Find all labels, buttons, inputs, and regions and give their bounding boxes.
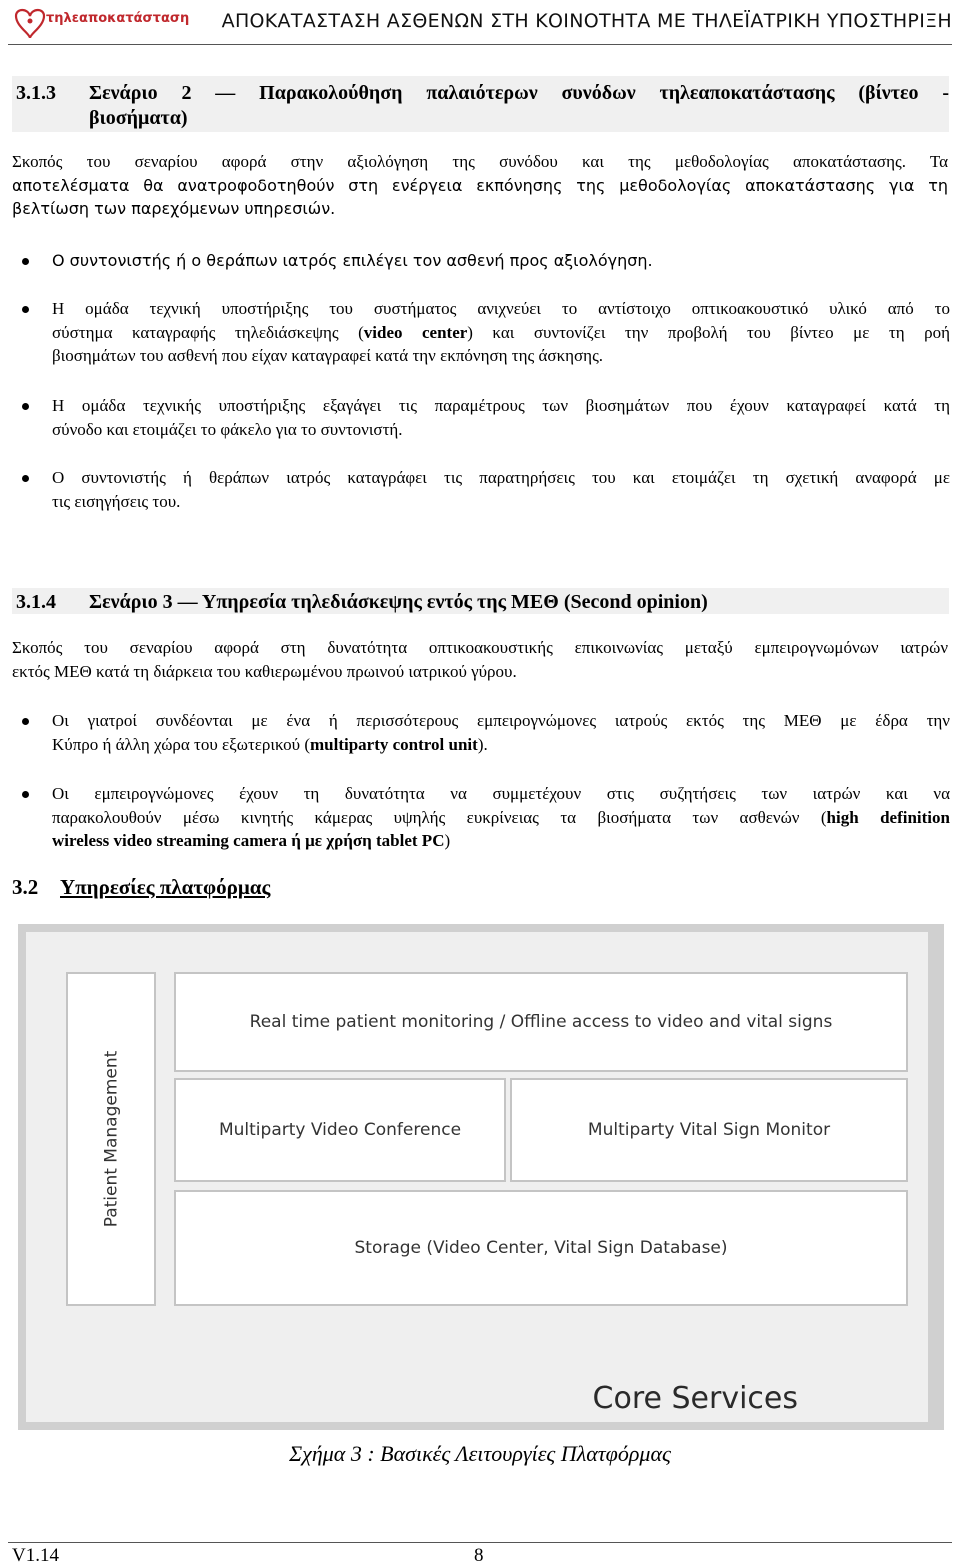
intro-line: βελτίωση των παρεχόμενων υπηρεσιών. <box>12 199 336 218</box>
bullet-text-line: σύστημα καταγραφής τηλεδιάσκεψης (video center) και συντονίζει την προβολή του βίντεο με τη ροή <box>52 322 950 342</box>
figure-caption: Σχήμα 3 : Βασικές Λειτουργίες Πλατφόρμας <box>289 1441 671 1466</box>
section-title-line-1: Σενάριο 2 — Παρακολούθηση παλαιότερων συνόδων τηλεαποκατάστασης (βίντεο - <box>89 82 949 104</box>
bullet-text: σύνοδο και ετοιμάζει το φάκελο για το συντονιστή. <box>52 419 403 439</box>
bullet-text: Οι εμπειρογνώμονες έχουν τη δυνατότητα να συμμετέχουν στις συζητήσεις των ιατρών και να <box>52 784 950 803</box>
section-title: Υπηρεσίες πλατφόρμας <box>60 875 271 899</box>
bullet-icon <box>22 475 29 482</box>
section-number: 3.2 <box>12 875 39 899</box>
bullet-text-line: wireless video streaming camera ή με χρήση tablet PC) <box>52 831 451 850</box>
bullet-text: Ο συντονιστής ή ο θεράπων ιατρός επιλέγει τον ασθενή προς αξιολόγηση. <box>52 251 653 270</box>
bullet-text-line: Κύπρο ή άλλη χώρα του εξωτερικού (multiparty control unit). <box>52 734 488 754</box>
section-number: 3.1.3 <box>16 82 56 104</box>
intro-line: Σκοπός του σεναρίου αφορά στην αξιολόγηση της συνόδου και της μεθοδολογίας αποκατάστασης. Τα <box>12 152 948 171</box>
storage-box <box>174 1190 908 1306</box>
patient-management-box <box>66 972 156 1306</box>
platform-services-diagram <box>18 924 944 1430</box>
bullet-text: Οι γιατροί συνδέονται με ένα ή περισσότερους εμπειρογνώμονες ιατρούς εκτός της ΜΕΘ με έδρα την <box>52 711 950 730</box>
video-conference-label: Multiparty Video Conference <box>218 1120 462 1140</box>
project-logo <box>8 2 190 42</box>
section-3-1-4-heading <box>12 588 949 614</box>
document-running-title: ΑΠΟΚΑΤΑΣΤΑΣΗ ΑΣΘΕΝΩΝ ΣΤΗ ΚΟΙΝΟΤΗΤΑ ΜΕ ΤΗΛΕΪΑΤΡΙΚΗ ΥΠΟΣΤΗΡΙΞΗ <box>221 10 952 32</box>
intro-line: Σκοπός του σεναρίου αφορά στη δυνατότητα οπτικοακουστικής επικοινωνίας μεταξύ εμπειρογνωμόνων ιατρών <box>12 638 948 657</box>
bullet-icon <box>22 306 29 313</box>
core-services-label: Core Services <box>592 1381 798 1416</box>
realtime-monitoring-box <box>174 972 908 1072</box>
section-number: 3.1.4 <box>16 591 56 613</box>
page-header <box>0 0 960 46</box>
vital-sign-monitor-label: Multiparty Vital Sign Monitor <box>587 1120 831 1140</box>
bullet-text-line: παρακολουθούν μέσω κινητής κάμερας υψηλής ευκρίνειας τα βιοσήματα των ασθενών (high definition <box>52 807 950 827</box>
section-3-1-3-intro <box>12 150 948 221</box>
header-divider <box>8 44 952 45</box>
svg-text:τηλεαποκατάσταση: τηλεαποκατάσταση <box>46 11 190 26</box>
bullet-text: βιοσημάτων του ασθενή που είχαν καταγραφεί κατά την εκπόνηση της άσκησης. <box>52 346 604 365</box>
bullet-text: Η ομάδα τεχνικής υποστήριξης εξαγάγει τις παραμέτρους των βιοσημάτων που έχουν καταγραφεί κατά τη <box>52 396 950 415</box>
intro-line: εκτός ΜΕΘ κατά τη διάρκεια του καθιερωμένου πρωινού ιατρικού γύρου. <box>12 661 517 681</box>
section-3-2-heading <box>12 875 270 900</box>
section-3-1-3-heading <box>12 76 949 132</box>
footer-divider <box>8 1542 952 1543</box>
section-3-1-4-intro <box>12 636 948 683</box>
bullet-icon <box>22 718 29 725</box>
storage-label: Storage (Video Center, Vital Sign Database) <box>354 1238 728 1258</box>
realtime-monitoring-label: Real time patient monitoring / Offline access to video and vital signs <box>249 1012 833 1032</box>
section-title-line-2: βιοσήματα) <box>89 107 188 129</box>
video-conference-box <box>174 1078 506 1182</box>
patient-management-label: Patient Management <box>101 1050 121 1228</box>
bullet-text: τις εισηγήσεις του. <box>52 491 181 511</box>
document-version: V1.14 <box>12 1545 59 1566</box>
bullet-text: Η ομάδα τεχνική υποστήριξης του συστήματος ανιχνεύει το αντίστοιχο οπτικοακουστικό υλικό από το <box>52 299 950 318</box>
bullet-icon <box>22 258 29 265</box>
intro-line: αποτελέσματα θα ανατροφοδοτηθούν στη ενέργεια εκπόνησης της μεθοδολογίας αποκατάστασης για τη <box>12 175 948 195</box>
bullet-text: Ο συντονιστής ή θεράπων ιατρός καταγράφει τις παρατηρήσεις του και ετοιμάζει τη σχετική αναφορά με <box>52 468 950 487</box>
page-number: 8 <box>474 1545 484 1566</box>
section-title: Σενάριο 3 — Υπηρεσία τηλεδιάσκεψης εντός της ΜΕΘ (Second opinion) <box>89 591 708 613</box>
bullet-icon <box>22 791 29 798</box>
vital-sign-monitor-box <box>510 1078 908 1182</box>
bullet-icon <box>22 403 29 410</box>
